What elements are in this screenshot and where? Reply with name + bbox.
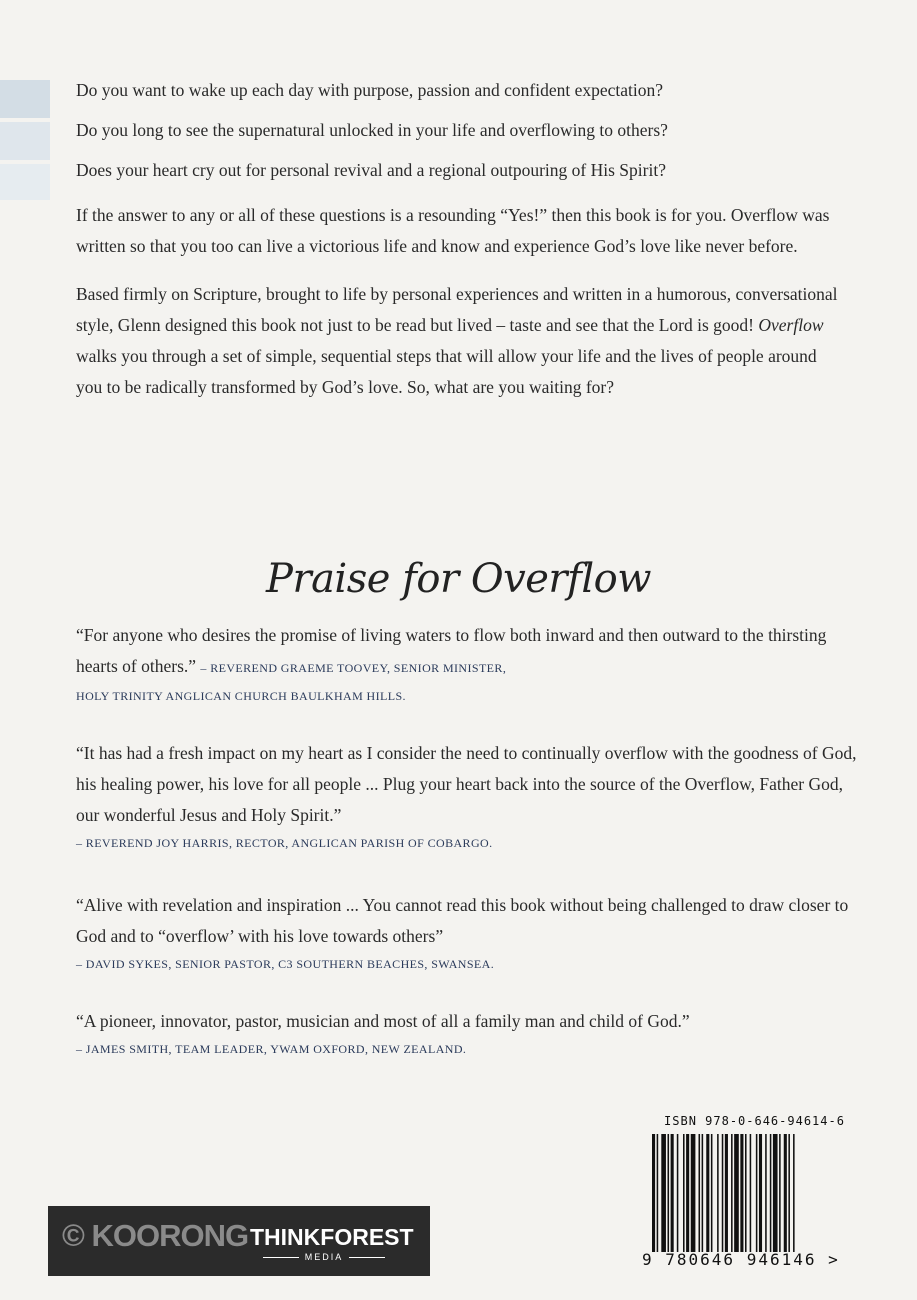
intro-question-1: Do you want to wake up each day with purpose, passion and confident expectation? [76, 80, 664, 100]
endorsement-attribution: – DAVID SYKES, SENIOR PASTOR, C3 SOUTHERN BEACHES, SWANSEA. [76, 957, 495, 971]
barcode-bar [711, 1134, 713, 1252]
endorsement-attribution: – REVEREND GRAEME TOOVEY, SENIOR MINISTER, [200, 661, 507, 675]
barcode-bar [657, 1134, 659, 1252]
barcode-bar [699, 1134, 701, 1252]
barcode [652, 1134, 862, 1252]
blurb-paragraph-2 [76, 279, 846, 403]
barcode-bar [784, 1134, 787, 1252]
barcode-bar [677, 1134, 679, 1252]
decorative-bar-middle [0, 122, 50, 160]
publisher-logo [48, 1206, 430, 1276]
watermark: © KOORONG [62, 1218, 249, 1253]
barcode-bar [765, 1134, 767, 1252]
barcode-bar [793, 1134, 795, 1252]
praise-heading: Praise for Overflow [266, 556, 651, 602]
barcode-bar [702, 1134, 704, 1252]
decorative-bar-bottom [0, 164, 50, 200]
barcode-bar [740, 1134, 743, 1252]
endorsement-text: “A pioneer, innovator, pastor, musician and most of all a family man and child of God.” [76, 1011, 690, 1031]
publisher-name: THINKFOREST [250, 1224, 414, 1250]
endorsement-attribution: – REVEREND JOY HARRIS, RECTOR, ANGLICAN PARISH OF COBARGO. [76, 836, 493, 850]
barcode-bar [788, 1134, 790, 1252]
endorsement-text: “Alive with revelation and inspiration ... You cannot read this book without being challenged to draw closer to God and to “overflow’ with his love towards others” [76, 895, 849, 946]
endorsement-text: “It has had a fresh impact on my heart as I consider the need to continually overflow with the goodness of God, his healing power, his love for all people ... Plug your heart back into the source of the Overflow, Father God, our wonderful Jesus and Holy Spirit.” [76, 743, 857, 825]
blurb-paragraph-1: If the answer to any or all of these questions is a resounding “Yes!” then this book is for you. Overflow was written so that you too can live a victorious life and know and experience God’s love like never before. [76, 205, 830, 256]
barcode-bar [773, 1134, 778, 1252]
barcode-bar [770, 1134, 772, 1252]
endorsement-1 [76, 620, 866, 708]
barcode-bar [745, 1134, 747, 1252]
barcode-bar [686, 1134, 689, 1252]
intro-question-2: Do you long to see the supernatural unlocked in your life and overflowing to others? [76, 120, 668, 140]
endorsement-2 [76, 738, 866, 855]
endorsement-4 [76, 1006, 866, 1061]
barcode-bar [671, 1134, 674, 1252]
endorsement-attribution: – JAMES SMITH, TEAM LEADER, YWAM OXFORD, NEW ZEALAND. [76, 1042, 467, 1056]
barcode-bar [683, 1134, 685, 1252]
barcode-bar [731, 1134, 733, 1252]
barcode-bar [691, 1134, 696, 1252]
barcode-bar [661, 1134, 666, 1252]
paragraph-2-text: Based firmly on Scripture, brought to life by personal experiences and written in a humorous, conversational style, Glenn designed this book not just to be read but lived – taste and see that the Lord is good! [76, 284, 838, 335]
barcode-bar [652, 1134, 655, 1252]
barcode-bar [706, 1134, 709, 1252]
barcode-bar [725, 1134, 728, 1252]
publisher-sub: MEDIA [254, 1252, 394, 1262]
barcode-bar [717, 1134, 719, 1252]
barcode-bar [722, 1134, 724, 1252]
barcode-bar [759, 1134, 762, 1252]
endorsement-3 [76, 890, 866, 976]
decorative-bar-top [0, 80, 50, 118]
barcode-bar [668, 1134, 670, 1252]
barcode-bar [779, 1134, 781, 1252]
blurb [76, 80, 846, 403]
book-title-italic: Overflow [758, 315, 824, 335]
barcode-bar [734, 1134, 739, 1252]
isbn-label: ISBN 978-0-646-94614-6 [664, 1114, 845, 1128]
endorsement-text: “For anyone who desires the promise of living waters to flow both inward and then outward to the thirsting hearts of others.” [76, 625, 827, 676]
barcode-bar [756, 1134, 758, 1252]
barcode-digits: 9 780646 946146 > [642, 1250, 840, 1269]
intro-question-3: Does your heart cry out for personal revival and a regional outpouring of His Spirit? [76, 160, 666, 180]
barcode-block [642, 1114, 867, 1274]
endorsement-attribution-cont: HOLY TRINITY ANGLICAN CHURCH BAULKHAM HILLS. [76, 689, 406, 703]
barcode-bar [750, 1134, 752, 1252]
paragraph-2-text-end: walks you through a set of simple, sequential steps that will allow your life and the lives of people around you to be radically transformed by God’s love. So, what are you waiting for? [76, 346, 817, 397]
